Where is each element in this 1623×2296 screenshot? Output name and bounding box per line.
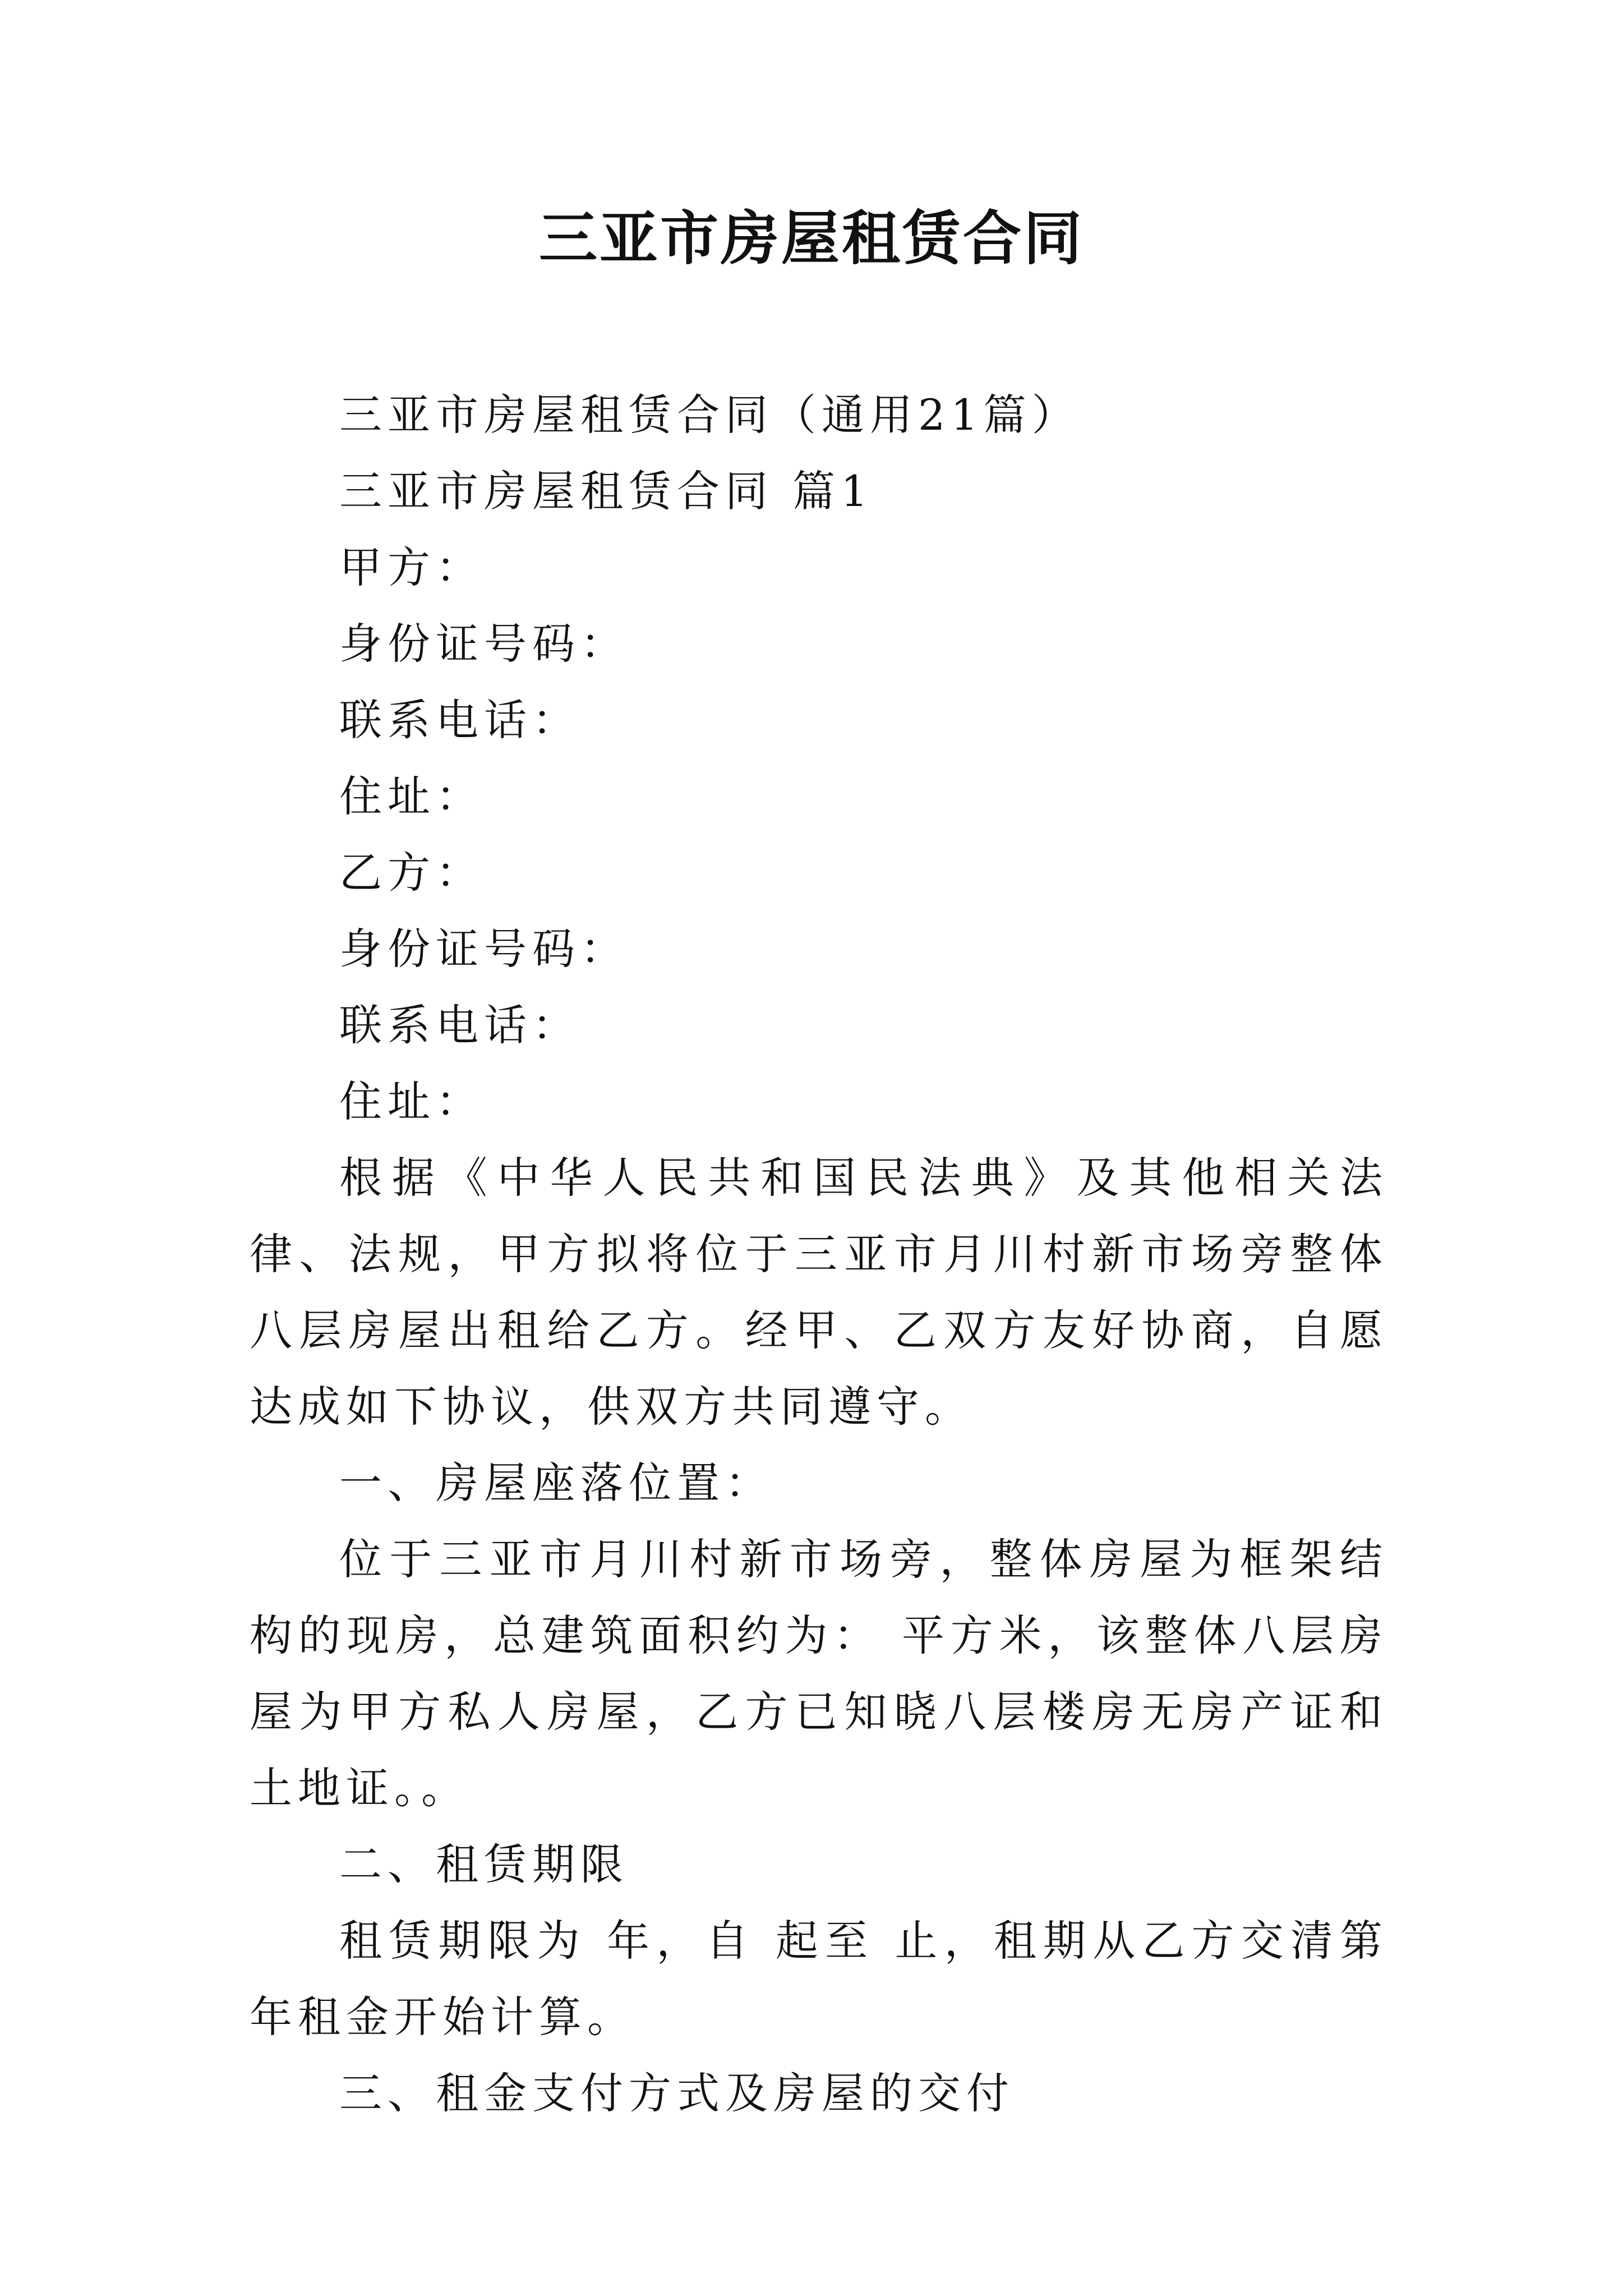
paragraph-heading-part1: 三亚市房屋租赁合同 篇1 [339, 466, 874, 516]
section-2-heading: 二、租赁期限 [339, 1839, 629, 1889]
party-a-address-label: 住址： [339, 771, 484, 821]
section-3-heading: 三、租金支付方式及房屋的交付 [339, 2068, 1015, 2118]
party-b-label: 乙方： [339, 848, 484, 898]
party-a-phone-label: 联系电话： [339, 695, 580, 745]
document-body [250, 377, 1388, 2132]
document-title: 三亚市房屋租赁合同 [538, 204, 1084, 273]
section-1-heading: 一、房屋座落位置： [339, 1458, 773, 1508]
paragraph-heading-general: 三亚市房屋租赁合同（通用21篇） [339, 390, 1080, 440]
section-1-paragraph: 位于三亚市月川村新市场旁，整体房屋为框架结构的现房，总建筑面积约为： 平方米，该整体八层房屋为甲方私人房屋，乙方已知晓八层楼房无房产证和土地证。。 [250, 1534, 1388, 1813]
preamble-paragraph: 根据《中华人民共和国民法典》及其他相关法律、法规，甲方拟将位于三亚市月川村新市场旁整体八层房屋出租给乙方。经甲、乙双方友好协商，自愿达成如下协议，供双方共同遵守。 [250, 1153, 1388, 1432]
party-a-id-label: 身份证号码： [339, 619, 629, 669]
section-2-paragraph: 租赁期限为 年，自 起至 止，租期从乙方交清第 年租金开始计算。 [250, 1916, 1388, 2042]
party-b-id-label: 身份证号码： [339, 924, 629, 974]
party-b-phone-label: 联系电话： [339, 1000, 580, 1050]
party-a-label: 甲方： [339, 542, 484, 592]
party-b-address-label: 住址： [339, 1076, 484, 1126]
